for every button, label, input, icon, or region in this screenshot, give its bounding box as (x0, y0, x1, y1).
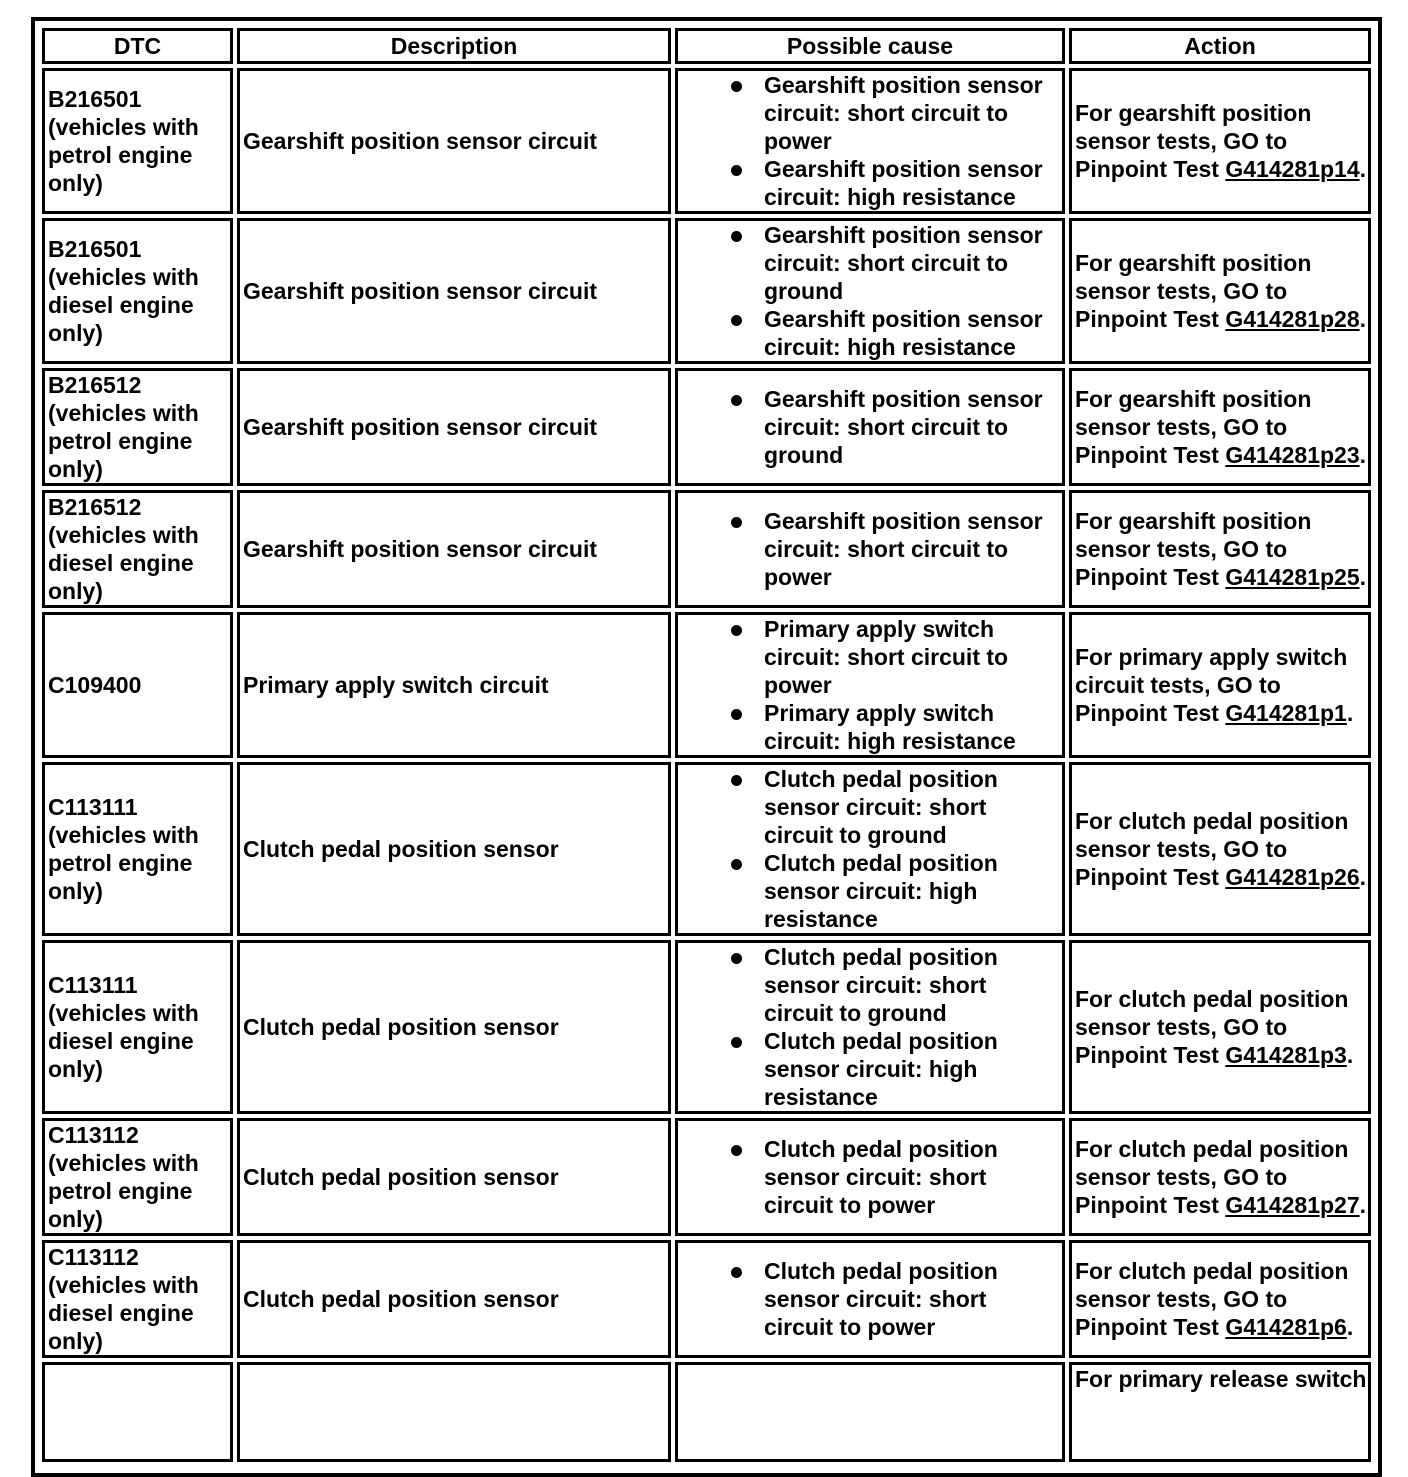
dtc-line: diesel engine (48, 1028, 194, 1054)
cause-item: Clutch pedal position sensor circuit: short circuit to ground (764, 765, 1056, 849)
cause-item: Primary apply switch circuit: high resistance (764, 699, 1056, 755)
cause-item: Clutch pedal position sensor circuit: short circuit to power (764, 1257, 1056, 1341)
cause-list (678, 1135, 1062, 1219)
dtc-cell (42, 1118, 233, 1236)
action-text: For clutch pedal position sensor tests, GO to Pinpoint Test (1075, 1258, 1349, 1340)
action-cell: For gearshift position sensor tests, GO to Pinpoint Test G414281p25. (1069, 490, 1371, 608)
action-text: For gearshift position sensor tests, GO to Pinpoint Test (1075, 508, 1312, 590)
table-row (42, 1240, 1371, 1358)
dtc-cell (42, 612, 233, 758)
description-cell: Gearshift position sensor circuit (237, 368, 671, 486)
possible-cause-cell (675, 368, 1065, 486)
cause-item: Gearshift position sensor circuit: short circuit to ground (764, 221, 1056, 305)
dtc-line: (vehicles with (48, 264, 199, 290)
description-cell: Clutch pedal position sensor (237, 1240, 671, 1358)
action-text: For clutch pedal position sensor tests, GO to Pinpoint Test (1075, 1136, 1349, 1218)
cause-list (678, 943, 1062, 1111)
pinpoint-test-link[interactable]: G414281p6 (1225, 1314, 1347, 1340)
dtc-table-frame (31, 17, 1382, 1477)
action-cell: For clutch pedal position sensor tests, GO to Pinpoint Test G414281p26. (1069, 762, 1371, 936)
possible-cause-cell (675, 68, 1065, 214)
dtc-cell (42, 1362, 233, 1462)
table-row (42, 1362, 1371, 1462)
dtc-line: C113111 (48, 794, 138, 820)
table-header-row (42, 28, 1371, 64)
dtc-line: only) (48, 1056, 103, 1082)
possible-cause-cell (675, 940, 1065, 1114)
dtc-cell (42, 68, 233, 214)
table-row (42, 612, 1371, 758)
dtc-line: C109400 (48, 672, 142, 698)
table-body (42, 68, 1371, 1462)
dtc-line: only) (48, 320, 103, 346)
dtc-line: diesel engine (48, 550, 194, 576)
description-cell (237, 1362, 671, 1462)
dtc-line: (vehicles with (48, 1000, 199, 1026)
dtc-cell (42, 1240, 233, 1358)
action-text: For gearshift position sensor tests, GO to Pinpoint Test (1075, 386, 1312, 468)
pinpoint-test-link[interactable]: G414281p28 (1225, 306, 1360, 332)
action-text: For gearshift position sensor tests, GO to Pinpoint Test (1075, 250, 1312, 332)
action-text: For clutch pedal position sensor tests, GO to Pinpoint Test (1075, 808, 1349, 890)
cause-list (678, 507, 1062, 591)
dtc-line: diesel engine (48, 1300, 194, 1326)
possible-cause-cell (675, 612, 1065, 758)
description-cell: Primary apply switch circuit (237, 612, 671, 758)
dtc-line: B216501 (48, 86, 142, 112)
dtc-cell (42, 762, 233, 936)
description-cell: Gearshift position sensor circuit (237, 490, 671, 608)
cause-item: Clutch pedal position sensor circuit: short circuit to ground (764, 943, 1056, 1027)
description-cell: Gearshift position sensor circuit (237, 218, 671, 364)
cause-item: Gearshift position sensor circuit: short circuit to ground (764, 385, 1056, 469)
action-cell: For gearshift position sensor tests, GO to Pinpoint Test G414281p28. (1069, 218, 1371, 364)
cause-list (678, 71, 1062, 211)
dtc-line: petrol engine (48, 850, 193, 876)
table-row (42, 762, 1371, 936)
header-possible-cause: Possible cause (675, 28, 1065, 64)
cause-item: Clutch pedal position sensor circuit: short circuit to power (764, 1135, 1056, 1219)
dtc-line: (vehicles with (48, 522, 199, 548)
table-row (42, 68, 1371, 214)
action-text: For primary apply switch circuit tests, GO to Pinpoint Test (1075, 644, 1348, 726)
action-cell: For clutch pedal position sensor tests, GO to Pinpoint Test G414281p27. (1069, 1118, 1371, 1236)
dtc-line: (vehicles with (48, 1272, 199, 1298)
cause-item: Gearshift position sensor circuit: short circuit to power (764, 71, 1056, 155)
dtc-line: (vehicles with (48, 114, 199, 140)
action-text: For gearshift position sensor tests, GO to Pinpoint Test (1075, 100, 1312, 182)
dtc-cell (42, 368, 233, 486)
pinpoint-test-link[interactable]: G414281p26 (1225, 864, 1360, 890)
dtc-line: only) (48, 1328, 103, 1354)
cause-item: Clutch pedal position sensor circuit: high resistance (764, 849, 1056, 933)
possible-cause-cell (675, 218, 1065, 364)
cause-list (678, 765, 1062, 933)
description-cell: Gearshift position sensor circuit (237, 68, 671, 214)
cause-list (678, 221, 1062, 361)
cause-item: Gearshift position sensor circuit: high resistance (764, 305, 1056, 361)
dtc-line: C113112 (48, 1244, 139, 1270)
action-cell: For primary apply switch circuit tests, GO to Pinpoint Test G414281p1. (1069, 612, 1371, 758)
cause-item: Gearshift position sensor circuit: short circuit to power (764, 507, 1056, 591)
dtc-line: C113112 (48, 1122, 139, 1148)
table-row (42, 1118, 1371, 1236)
pinpoint-test-link[interactable]: G414281p3 (1225, 1042, 1347, 1068)
dtc-line: diesel engine (48, 292, 194, 318)
dtc-line: (vehicles with (48, 1150, 199, 1176)
description-cell: Clutch pedal position sensor (237, 1118, 671, 1236)
possible-cause-cell (675, 490, 1065, 608)
header-dtc: DTC (42, 28, 233, 64)
cause-list (678, 1257, 1062, 1341)
action-text: For clutch pedal position sensor tests, GO to Pinpoint Test (1075, 986, 1349, 1068)
header-description: Description (237, 28, 671, 64)
possible-cause-cell (675, 1240, 1065, 1358)
dtc-line: only) (48, 578, 103, 604)
dtc-line: petrol engine (48, 428, 193, 454)
dtc-table (38, 24, 1375, 1466)
table-row (42, 368, 1371, 486)
action-text: For primary release switch (1075, 1366, 1367, 1392)
action-cell: For gearshift position sensor tests, GO to Pinpoint Test G414281p14. (1069, 68, 1371, 214)
pinpoint-test-link[interactable]: G414281p23 (1225, 442, 1360, 468)
dtc-line: B216501 (48, 236, 142, 262)
cause-list (678, 615, 1062, 755)
action-cell: For clutch pedal position sensor tests, GO to Pinpoint Test G414281p3. (1069, 940, 1371, 1114)
possible-cause-cell (675, 762, 1065, 936)
table-row (42, 218, 1371, 364)
dtc-line: only) (48, 170, 103, 196)
dtc-line: B216512 (48, 494, 142, 520)
cause-list (678, 385, 1062, 469)
header-action: Action (1069, 28, 1371, 64)
dtc-line: (vehicles with (48, 400, 199, 426)
table-row (42, 940, 1371, 1114)
dtc-line: C113111 (48, 972, 138, 998)
dtc-line: only) (48, 878, 103, 904)
pinpoint-test-link[interactable]: G414281p1 (1225, 700, 1347, 726)
action-cell: For gearshift position sensor tests, GO to Pinpoint Test G414281p23. (1069, 368, 1371, 486)
cause-item: Primary apply switch circuit: short circuit to power (764, 615, 1056, 699)
cause-item: Gearshift position sensor circuit: high resistance (764, 155, 1056, 211)
action-cell (1069, 1362, 1371, 1462)
dtc-cell (42, 490, 233, 608)
dtc-cell (42, 940, 233, 1114)
dtc-line: B216512 (48, 372, 142, 398)
table-row (42, 490, 1371, 608)
pinpoint-test-link[interactable]: G414281p27 (1225, 1192, 1360, 1218)
possible-cause-cell (675, 1362, 1065, 1462)
possible-cause-cell (675, 1118, 1065, 1236)
dtc-line: petrol engine (48, 142, 193, 168)
dtc-line: only) (48, 1206, 103, 1232)
cause-item: Clutch pedal position sensor circuit: high resistance (764, 1027, 1056, 1111)
dtc-line: (vehicles with (48, 822, 199, 848)
dtc-line: petrol engine (48, 1178, 193, 1204)
description-cell: Clutch pedal position sensor (237, 762, 671, 936)
description-cell: Clutch pedal position sensor (237, 940, 671, 1114)
dtc-line: only) (48, 456, 103, 482)
pinpoint-test-link[interactable]: G414281p14 (1225, 156, 1360, 182)
pinpoint-test-link[interactable]: G414281p25 (1225, 564, 1360, 590)
action-cell: For clutch pedal position sensor tests, GO to Pinpoint Test G414281p6. (1069, 1240, 1371, 1358)
dtc-cell (42, 218, 233, 364)
